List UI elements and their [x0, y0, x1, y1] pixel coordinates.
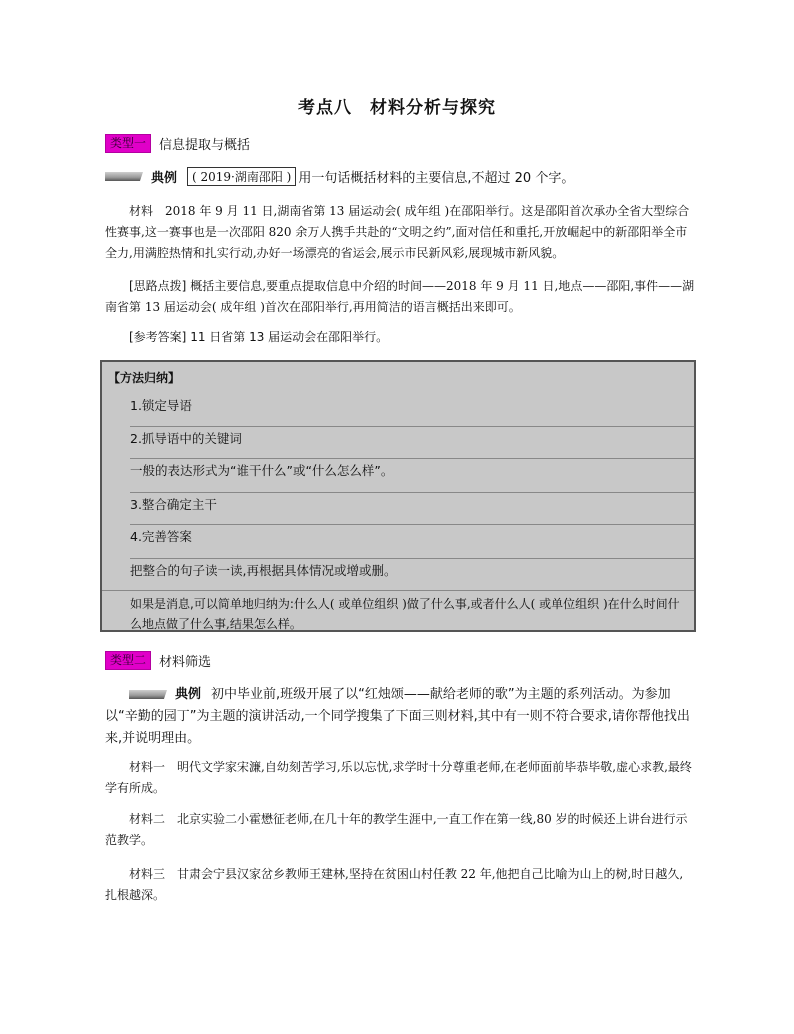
method-heading: 【方法归纳】 — [108, 371, 181, 385]
method-step: 3.整合确定主干 — [130, 492, 694, 517]
answer — [105, 327, 695, 348]
type2-label: 材料筛选 — [159, 655, 212, 670]
example1-source: ( 2019·湖南邵阳 ) — [187, 167, 296, 186]
material2-2 — [105, 809, 695, 851]
example-bar-icon — [105, 172, 143, 181]
material1-lead: 材料 — [129, 204, 154, 218]
hint-text: 概括主要信息,要重点提取信息中介绍的时间——2018 年 9 月 11 日,地点——邵阳,事件——湖南省第 13 届运动会( 成年组 )首次在邵阳举行,再用简洁的语言概括出来即可。 — [105, 279, 695, 314]
type2-tag: 类型二 — [105, 651, 151, 670]
method-summary-lead: 如果是消息,可以简单地归纳为: — [130, 597, 294, 611]
material2-3-text: 甘肃会宁县汉家岔乡教师王建林,坚持在贫困山村任教 22 年,他把自己比喻为山上的树,时日越久,扎根越深。 — [105, 867, 684, 902]
page-title: 考点八 材料分析与探究 — [298, 98, 496, 118]
material2-1-lead: 材料一 — [129, 760, 166, 774]
example1-prompt: 用一句话概括材料的主要信息,不超过 20 个字。 — [298, 171, 575, 186]
type1-label: 信息提取与概括 — [159, 138, 251, 153]
method-summary — [102, 590, 694, 634]
material2-2-lead: 材料二 — [129, 812, 166, 826]
material1 — [105, 201, 695, 264]
answer-text: 11 日省第 13 届运动会在邵阳举行。 — [186, 330, 389, 344]
example2-word: 典例 — [175, 687, 202, 702]
method-step: 2.抓导语中的关键词 — [130, 426, 694, 451]
type2-row — [105, 651, 211, 670]
example2-text: 初中毕业前,班级开展了以“红烛颂——献给老师的歌”为主题的系列活动。为参加以“辛勤的园丁”为主题的演讲活动,一个同学搜集了下面三则材料,其中有一则不符合要求,请你帮他找出来,并说明理由。 — [105, 687, 690, 746]
method-summary-text: 什么人( 或单位组织 )做了什么事,或者什么人( 或单位组织 )在什么时间什么地点做了什么事,结果怎么样。 — [130, 597, 680, 631]
material2-1-text: 明代文学家宋濂,自幼刻苦学习,乐以忘忧,求学时十分尊重老师,在老师面前毕恭毕敬,虚心求教,最终学有所成。 — [105, 760, 692, 795]
method-step: 1.锁定导语 — [130, 398, 192, 413]
answer-lead: [参考答案] — [129, 330, 187, 344]
material2-2-text: 北京实验二小霍懋征老师,在几十年的教学生涯中,一直工作在第一线,80 岁的时候还上讲台进行示范教学。 — [105, 812, 688, 847]
method-step: 把整合的句子读一读,再根据具体情况或增或删。 — [130, 558, 694, 583]
material2-1 — [105, 757, 695, 799]
material2-3-lead: 材料三 — [129, 867, 166, 881]
example1-word: 典例 — [151, 171, 178, 186]
example1-row — [105, 167, 574, 186]
hint — [105, 276, 695, 318]
type1-row — [105, 134, 250, 153]
material1-text: 2018 年 9 月 11 日,湖南省第 13 届运动会( 成年组 )在邵阳举行。这是邵阳首次承办全省大型综合性赛事,这一赛事也是一次邵阳 820 余万人携手共赴的“文明之约”,面对信任和重托,开放崛起中的新邵阳举全市全力,用满腔热情和扎实行动,办好一场漂亮的省运会,展示市民新风彩,展现城市新风貌。 — [105, 204, 690, 260]
material2-3 — [105, 864, 695, 906]
example-bar-icon — [129, 690, 167, 699]
method-step: 一般的表达形式为“谁干什么”或“什么怎么样”。 — [130, 458, 694, 483]
hint-lead: [思路点拨] — [129, 279, 187, 293]
type1-tag: 类型一 — [105, 134, 151, 153]
method-box — [100, 360, 696, 632]
example2 — [105, 684, 695, 750]
method-step: 4.完善答案 — [130, 524, 694, 549]
